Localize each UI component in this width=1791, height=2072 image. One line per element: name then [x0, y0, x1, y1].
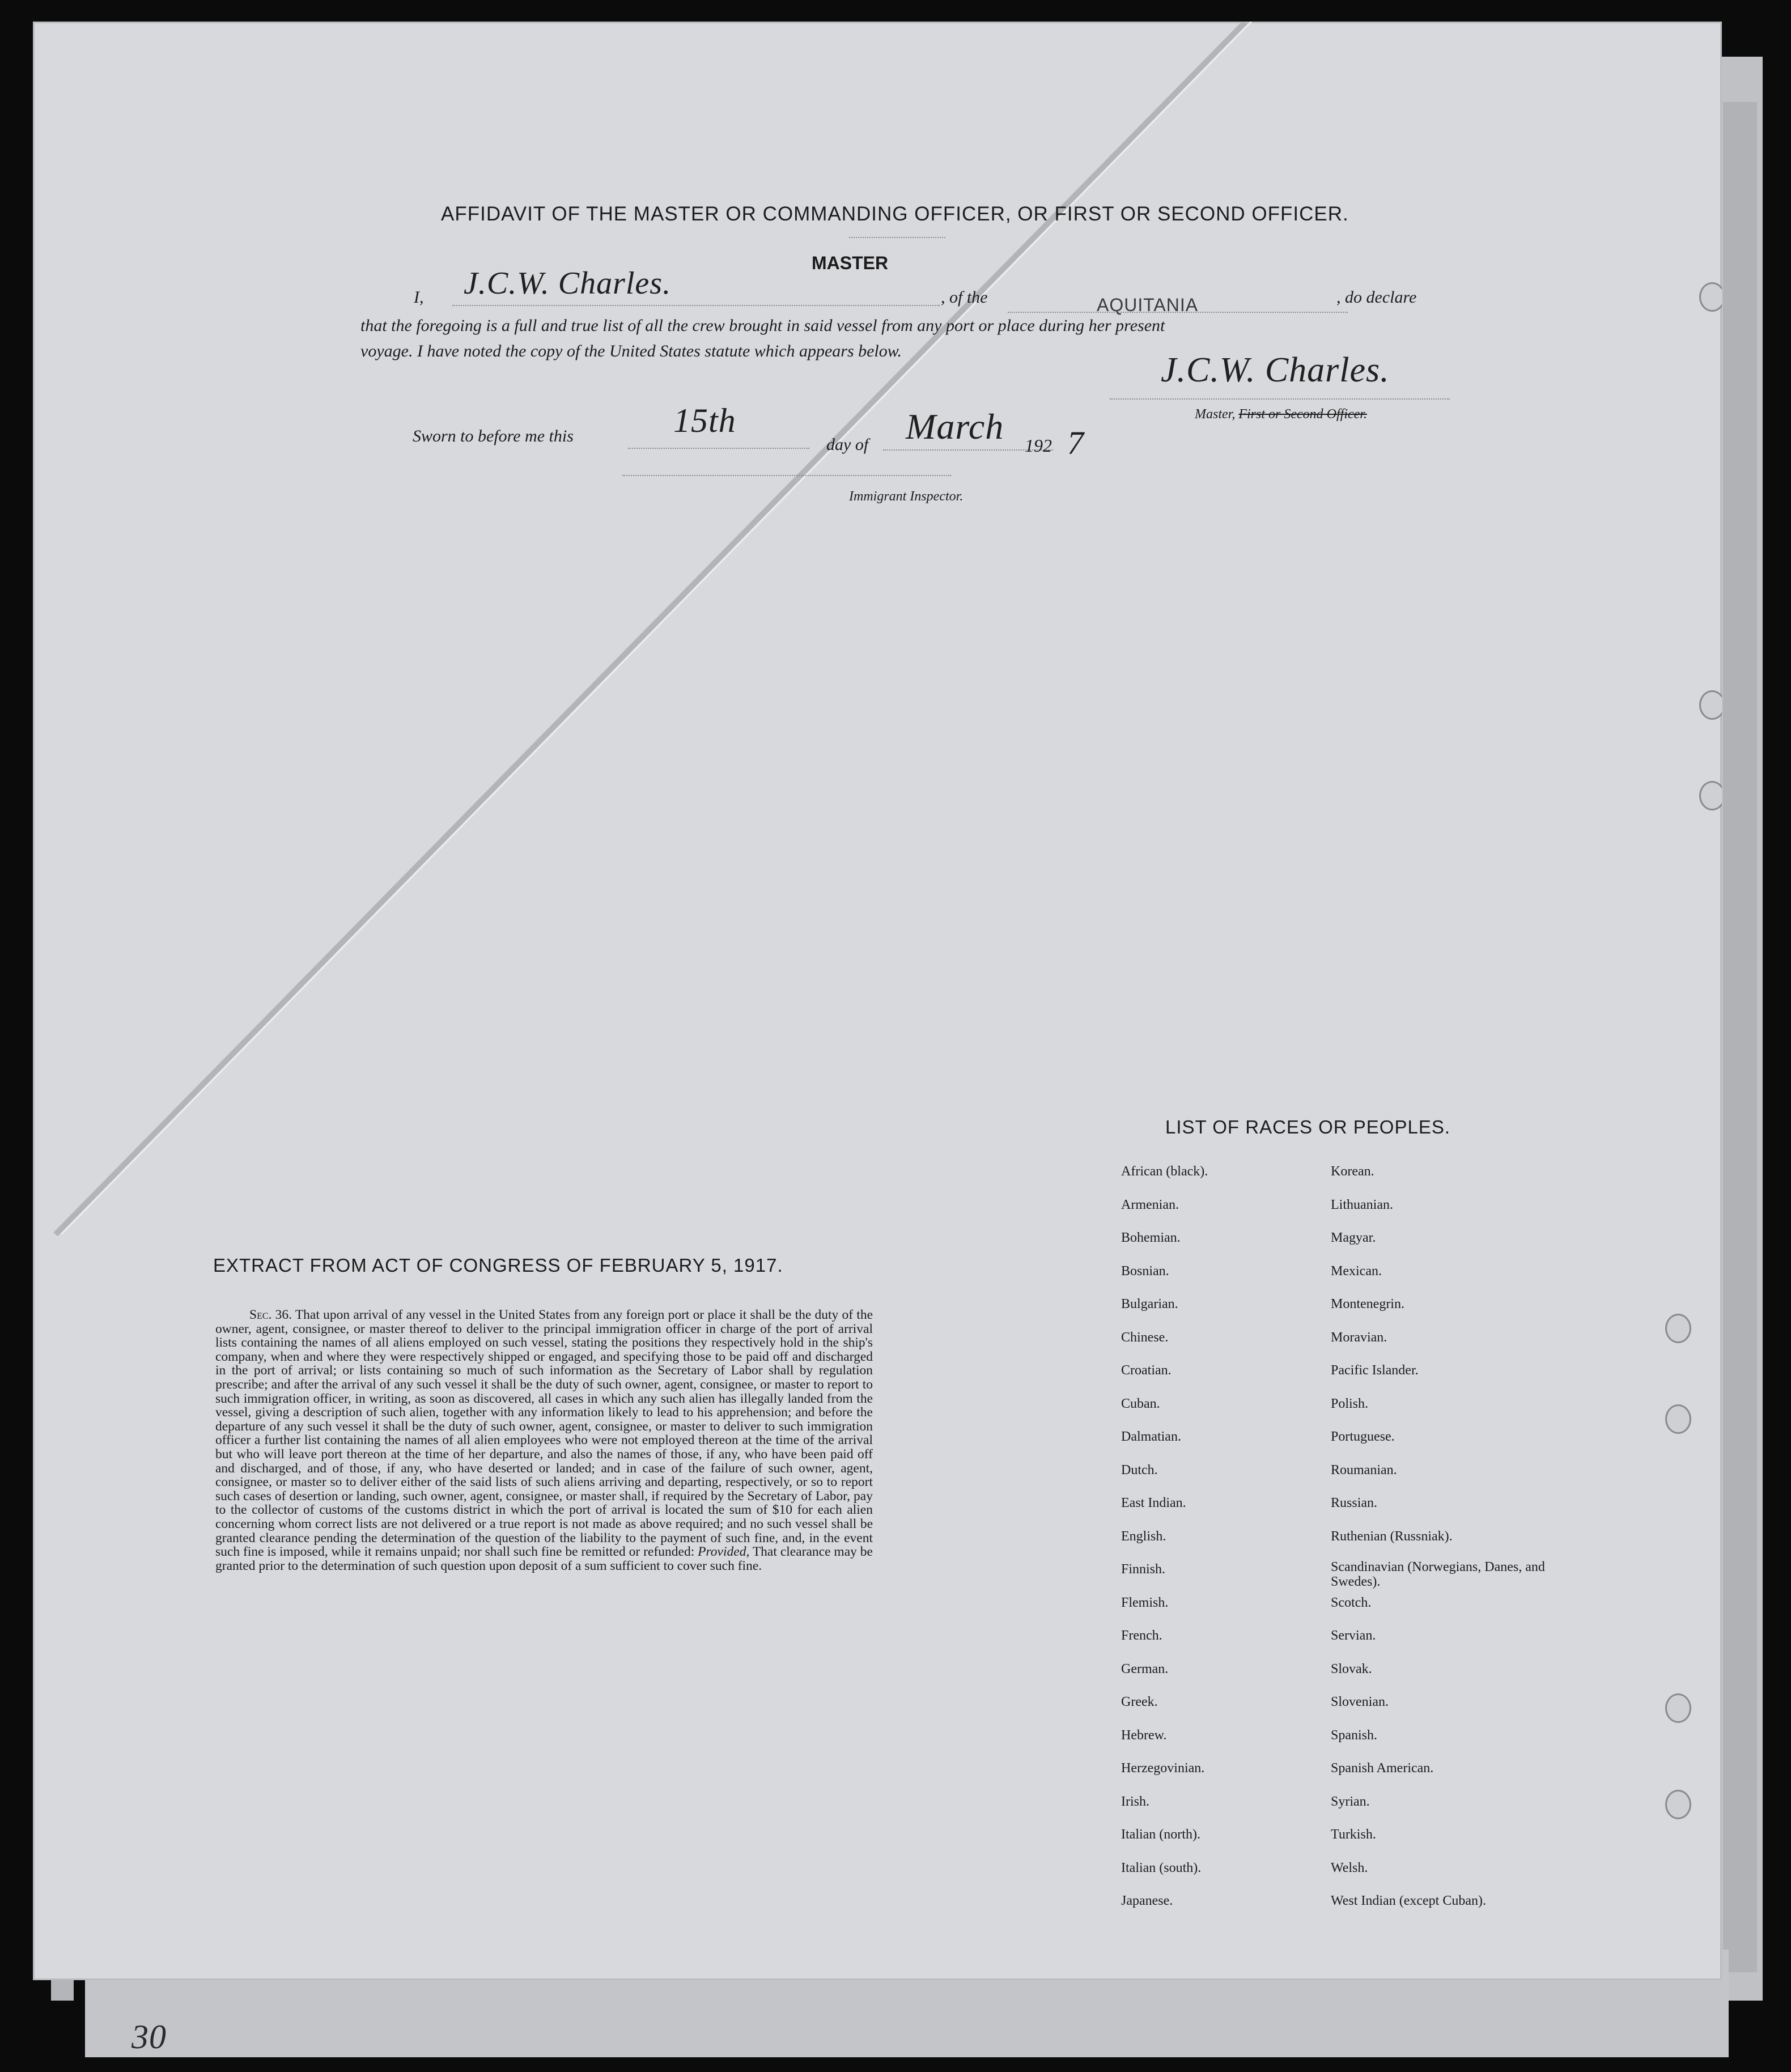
back-sheet-right-2 — [1723, 102, 1757, 1972]
races-left-column — [1121, 1155, 1308, 1918]
race-item: Slovenian. — [1331, 1695, 1389, 1709]
race-item: Spanish. — [1331, 1727, 1378, 1743]
race-item: Chinese. — [1121, 1330, 1169, 1345]
race-item: Italian (north). — [1121, 1827, 1200, 1842]
race-item: Portuguese. — [1331, 1429, 1395, 1444]
sworn-text: Sworn to before me this — [413, 427, 574, 445]
provided-word: Provided, — [698, 1544, 750, 1560]
inspector-rule — [622, 475, 951, 476]
race-item: Italian (south). — [1121, 1860, 1202, 1875]
punch-hole — [1699, 690, 1722, 720]
race-item: West Indian (except Cuban). — [1331, 1893, 1486, 1908]
affidavit-line-3: voyage. I have noted the copy of the United States statute which appears below. — [360, 342, 902, 360]
punch-hole — [1665, 1790, 1691, 1819]
form-page — [33, 22, 1722, 1980]
vessel-blank — [1008, 312, 1348, 313]
race-item: Korean. — [1331, 1164, 1374, 1179]
signature-caption — [1195, 407, 1367, 422]
race-item: Japanese. — [1121, 1893, 1173, 1908]
race-item: Magyar. — [1331, 1230, 1376, 1245]
race-item: Mexican. — [1331, 1263, 1382, 1279]
race-item: Moravian. — [1331, 1330, 1387, 1345]
race-item: East Indian. — [1121, 1496, 1186, 1510]
race-item: Welsh. — [1331, 1860, 1368, 1875]
punch-hole — [1665, 1404, 1691, 1434]
race-item: Bulgarian. — [1121, 1297, 1178, 1311]
race-item: Scotch. — [1331, 1595, 1372, 1610]
caption-master: Master, — [1195, 407, 1236, 422]
name-blank — [452, 305, 940, 306]
race-item: Cuban. — [1121, 1396, 1160, 1411]
day-value: 15th — [673, 402, 736, 439]
do-declare-text: , do declare — [1336, 288, 1417, 307]
master-sig-rule — [1110, 398, 1450, 400]
race-item: Roumanian. — [1331, 1462, 1397, 1477]
punch-hole — [1699, 781, 1722, 810]
race-item: African (black). — [1121, 1164, 1208, 1179]
race-item: Scandinavian (Norwegians, Danes, and Swedes). — [1331, 1560, 1545, 1589]
day-of-text: day of — [826, 435, 869, 454]
race-item: Dutch. — [1121, 1462, 1158, 1477]
year-suffix: 7 — [1067, 424, 1084, 461]
affidavit-i: I, — [414, 288, 424, 307]
race-item: Greek. — [1121, 1695, 1158, 1709]
race-item: Spanish American. — [1331, 1761, 1434, 1776]
race-item: Russian. — [1331, 1496, 1378, 1510]
race-item: French. — [1121, 1628, 1162, 1643]
race-item: Flemish. — [1121, 1595, 1169, 1610]
sec-body: That upon arrival of any vessel in the United States from any foreign port or place it shall be the duty of the owner, agent, consignee, or master thereof to deliver to the principal immigration officer in charge of the port of arrival lists containing the names of all aliens employed on such vessel, stating the positions they respectively hold in the ship's company, when and where they were respectively shipped or engaged, and specifying those to be paid off and discharged in the port of arrival; or lists containing so much of such information as the Secretary of Labor shall by regulation prescribe; and after the arrival of any such vessel it shall be the duty of such owner, agent, consignee, or master to report to such immigration officer, in writing, as soon as discovered, all cases in which any such alien has illegally landed from the vessel, giving a description of such alien, together with any information likely to lead to his apprehension; and before the departure of any such vessel it shall be the duty of such owner, agent, consignee, or master to deliver to such immigration officer a further list containing the names of all alien employees who were not employed thereon at the time of the arrival but who will leave port thereon at the time of her departure, and also the names of those, if any, who have been paid off and discharged, and of those, if any, who have deserted or landed; and in case of the failure of such owner, agent, consignee, or master so to deliver either of the said lists of such aliens arriving and departing, respectively, or so to report such cases of desertion or landing, such owner, agent, consignee, or master shall, if required by the Secretary of Labor, pay to the collector of customs of the customs district in which the port of arrival is located the sum of $10 for each alien concerning whom correct lists are not delivered or a true report is not made as above required; and no such vessel shall be granted clearance pending the determination of the question of the liability to the payment of such fine, and, in the event such fine is imposed, while it remains unpaid; nor shall such fine be remitted or refunded: — [215, 1307, 873, 1560]
race-item: Hebrew. — [1121, 1727, 1167, 1743]
race-item: Pacific Islander. — [1331, 1363, 1419, 1378]
affidavit-title: AFFIDAVIT OF THE MASTER OR COMMANDING OFFICER, OR FIRST OR SECOND OFFICER. — [441, 203, 1349, 225]
race-item: English. — [1121, 1528, 1166, 1544]
race-item: Croatian. — [1121, 1363, 1172, 1378]
race-item: Servian. — [1331, 1628, 1376, 1643]
day-blank — [628, 448, 809, 449]
race-item: Lithuanian. — [1331, 1197, 1393, 1212]
race-item: Herzegovinian. — [1121, 1761, 1205, 1776]
race-item: Dalmatian. — [1121, 1429, 1181, 1444]
title-rule — [849, 237, 945, 238]
race-item: Irish. — [1121, 1794, 1149, 1809]
affidavit-line-2: that the foregoing is a full and true list of all the crew brought in said vessel from any port or place during her present — [360, 316, 1165, 335]
race-item: Bohemian. — [1121, 1230, 1181, 1245]
extract-title: EXTRACT FROM ACT OF CONGRESS OF FEBRUARY 5, 1917. — [213, 1255, 783, 1276]
rank-label: MASTER — [812, 253, 889, 273]
race-item: Ruthenian (Russniak). — [1331, 1528, 1453, 1544]
race-item: Turkish. — [1331, 1827, 1376, 1842]
race-item: Montenegrin. — [1331, 1297, 1404, 1311]
race-item: Slovak. — [1331, 1661, 1372, 1676]
punch-hole — [1699, 282, 1722, 312]
race-item: Finnish. — [1121, 1562, 1166, 1577]
sec-label: Sec. 36. — [249, 1307, 292, 1322]
month-value: March — [906, 406, 1004, 447]
vessel-name: AQUITANIA — [1097, 295, 1199, 315]
race-item: Bosnian. — [1121, 1263, 1169, 1279]
punch-hole — [1665, 1314, 1691, 1343]
race-item: Armenian. — [1121, 1197, 1179, 1212]
races-title: LIST OF RACES OR PEOPLES. — [1165, 1116, 1451, 1137]
race-item: Syrian. — [1331, 1794, 1370, 1809]
sec-body-end: That clearance may be granted prior to the determination of such question upon deposit of a sum sufficient to cover such fine. — [215, 1544, 873, 1573]
sec-36-text — [215, 1308, 873, 1573]
race-item: Polish. — [1331, 1396, 1369, 1411]
name-signature: J.C.W. Charles. — [464, 266, 672, 301]
of-the-text: , of the — [941, 288, 988, 307]
inspector-caption: Immigrant Inspector. — [849, 489, 964, 504]
races-right-column — [1331, 1155, 1557, 1918]
caption-struck: First or Second Officer. — [1238, 407, 1367, 422]
margin-note: 30 — [131, 2018, 167, 2056]
race-item: German. — [1121, 1661, 1169, 1676]
punch-hole — [1665, 1693, 1691, 1723]
master-signature: J.C.W. Charles. — [1161, 351, 1390, 389]
year-prefix: 192 — [1025, 435, 1052, 456]
